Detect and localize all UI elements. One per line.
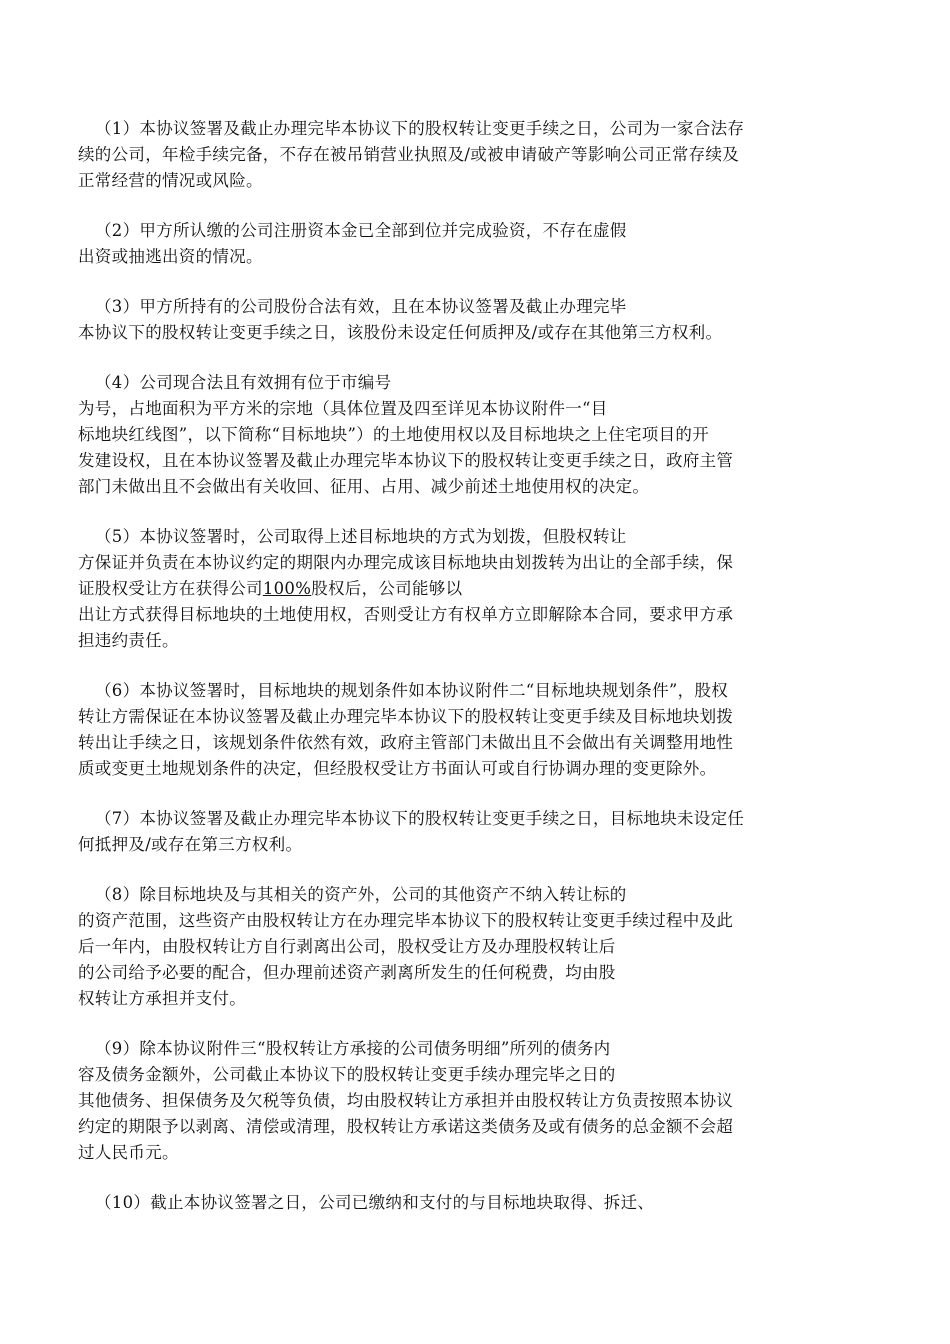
text-line: 本协议下的股权转让变更手续之日，该股份未设定任何质押及/或存在其他第三方权利。 [78,323,723,342]
text-line: 部门未做出且不会做出有关收回、征用、占用、减少前述土地使用权的决定。 [78,477,650,496]
clause-1 [78,116,878,194]
clause-8 [78,882,878,1012]
text-line: （1）本协议签署及截止办理完毕本协议下的股权转让变更手续之日，公司为一家合法存 [95,119,745,138]
text-segment: 证股权受让方在获得公司 [78,579,263,598]
text-line: 的公司给予必要的配合，但办理前述资产剥离所发生的任何税费，均由股 [78,963,616,982]
text-line: （10）截止本协议签署之日，公司已缴纳和支付的与目标地块取得、拆迁、 [95,1193,655,1212]
clause-5 [78,524,878,654]
text-line: 约定的期限予以剥离、清偿或清理，股权转让方承诺这类债务及或有债务的总金额不会超 [78,1117,734,1136]
text-line: （5）本协议签署时，公司取得上述目标地块的方式为划拨，但股权转让 [95,527,627,546]
document-body [78,116,878,1240]
text-line: 正常经营的情况或风险。 [78,171,263,190]
clause-9 [78,1036,878,1166]
text-line: （4）公司现合法且有效拥有位于市编号 [95,373,392,392]
text-line: 何抵押及/或存在第三方权利。 [78,835,303,854]
clause-3 [78,294,878,346]
text-line: 过人民币元。 [78,1143,179,1162]
text-line: 标地块红线图”，以下简称“目标地块”）的土地使用权以及目标地块之上住宅项目的开 [78,425,710,444]
text-line: 续的公司，年检手续完备，不存在被吊销营业执照及/或被申请破产等影响公司正常存续及 [78,145,740,164]
text-line: （2）甲方所认缴的公司注册资本金已全部到位并完成验资，不存在虚假 [95,221,627,240]
text-line: 方保证并负责在本协议约定的期限内办理完成该目标地块由划拨转为出让的全部手续，保 [78,553,734,572]
underlined-percentage: 100% [262,579,312,598]
text-line: 担违约责任。 [78,631,179,650]
clause-7 [78,806,878,858]
text-line: （3）甲方所持有的公司股份合法有效，且在本协议签署及截止办理完毕 [95,297,627,316]
clause-4 [78,370,878,500]
clause-2 [78,218,878,270]
clause-10 [78,1190,878,1216]
text-line: 容及债务金额外，公司截止本协议下的股权转让变更手续办理完毕之日的 [78,1065,616,1084]
clause-6 [78,678,878,782]
text-segment: 股权后，公司能够以 [311,579,463,598]
text-line: （7）本协议签署及截止办理完毕本协议下的股权转让变更手续之日，目标地块未设定任 [95,809,745,828]
text-line: 转让方需保证在本协议签署及截止办理完毕本协议下的股权转让变更手续及目标地块划拨 [78,707,734,726]
text-line: 转出让手续之日，该规划条件依然有效，政府主管部门未做出且不会做出有关调整用地性 [78,733,734,752]
text-line-mixed [78,576,878,602]
text-line: 出资或抽逃出资的情况。 [78,247,263,266]
text-line: （6）本协议签署时，目标地块的规划条件如本协议附件二“目标地块规划条件”，股权 [95,681,729,700]
text-line: 出让方式获得目标地块的土地使用权，否则受让方有权单方立即解除本合同，要求甲方承 [78,605,734,624]
text-line: 其他债务、担保债务及欠税等负债，均由股权转让方承担并由股权转让方负责按照本协议 [78,1091,734,1110]
text-line: 的资产范围，这些资产由股权转让方在办理完毕本协议下的股权转让变更手续过程中及此 [78,911,734,930]
text-line: 发建设权，且在本协议签署及截止办理完毕本协议下的股权转让变更手续之日，政府主管 [78,451,734,470]
text-line: 后一年内，由股权转让方自行剥离出公司，股权受让方及办理股权转让后 [78,937,616,956]
text-line: 质或变更土地规划条件的决定，但经股权受让方书面认可或自行协调办理的变更除外。 [78,759,717,778]
text-line: 权转让方承担并支付。 [78,989,246,1008]
text-line: （9）除本协议附件三“股权转让方承接的公司债务明细”所列的债务内 [95,1039,611,1058]
text-line: 为号，占地面积为平方米的宗地（具体位置及四至详见本协议附件一“目 [78,399,608,418]
text-line: （8）除目标地块及与其相关的资产外，公司的其他资产不纳入转让标的 [95,885,627,904]
